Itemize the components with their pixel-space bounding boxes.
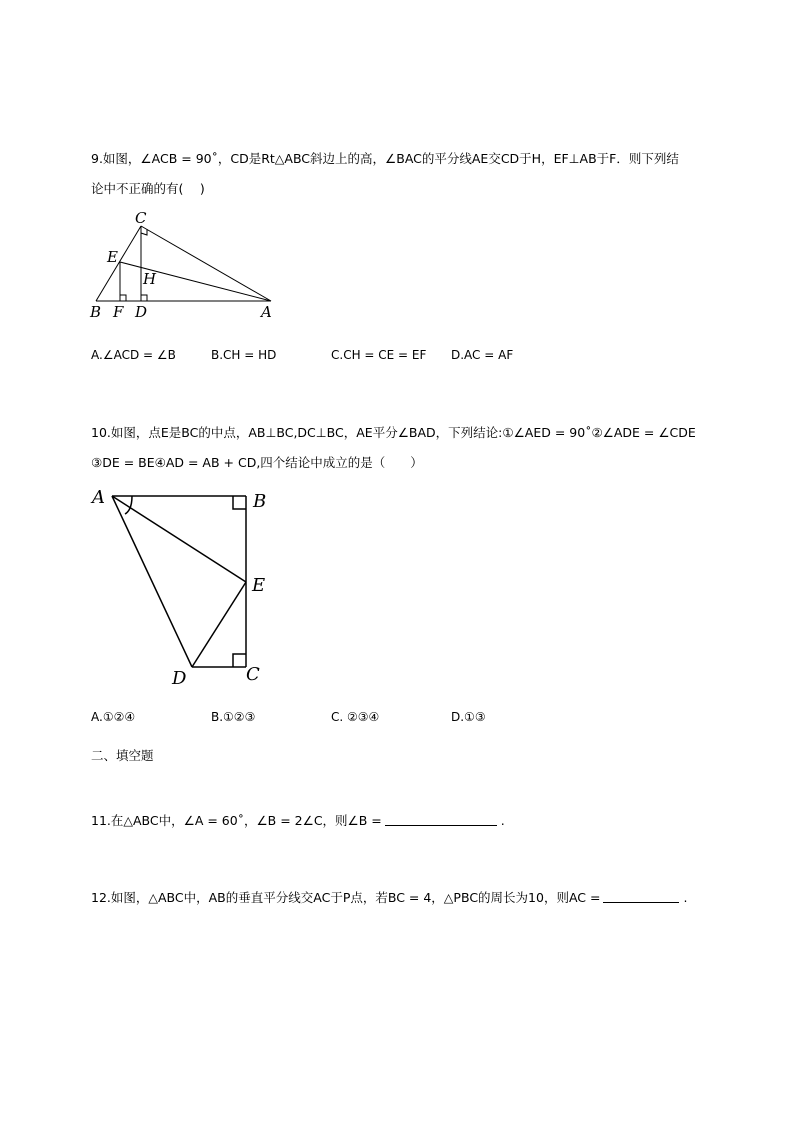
q12-text: 12.如图，△ABC中，AB的垂直平分线交AC于P点，若BC = 4，△PBC的周长为10，则AC = [91,890,601,905]
q10-label-a: A [92,487,105,508]
q9-text-line2: 论中不正确的有( ) [91,181,205,196]
q9-label-e: E [107,248,118,266]
q10-options [0,709,794,725]
q12-answer-blank[interactable] [603,890,679,903]
q9-option-c: C.CH = CE = EF [331,348,427,362]
q9-label-b: B [90,303,102,321]
q9-text-line1: 9.如图，∠ACB = 90˚，CD是Rt△ABC斜边上的高，∠BAC的平分线AE交CD于H，EF⊥AB于F．则下列结 [91,151,679,166]
q11-text: 11.在△ABC中，∠A = 60˚，∠B = 2∠C，则∠B = [91,813,382,828]
q10-option-b: B.①②③ [211,710,256,724]
q9-option-a: A.∠ACD = ∠B [91,348,176,362]
q10-label-d: D [172,668,187,689]
q9-option-b: B.CH = HD [211,348,277,362]
q9-label-h: H [143,270,157,288]
q10-right-angle-b [233,496,246,509]
q9-label-c: C [135,209,147,227]
q10-option-a: A.①②④ [91,710,136,724]
q10-label-e: E [252,575,266,596]
q10-right-angle-c [233,654,246,667]
q11-question [91,813,505,829]
q10-text-line2: ③DE = BE④AD = AB + CD,四个结论中成立的是（ ） [91,455,423,470]
q10-option-c: C. ②③④ [331,710,380,724]
q10-text-line1: 10.如图，点E是BC的中点，AB⊥BC,DC⊥BC，AE平分∠BAD，下列结论:①∠AED = 90˚②∠ADE = ∠CDE [91,425,696,440]
q10-label-c: C [246,664,260,685]
section-title-fill-in: 二、填空题 [91,748,154,763]
q12-end: . [683,890,688,905]
q9-label-a: A [261,303,272,321]
q10-label-b: B [253,491,267,512]
q9-option-d: D.AC = AF [451,348,514,362]
q11-end: . [500,813,505,828]
q11-answer-blank[interactable] [385,813,497,826]
q10-option-d: D.①③ [451,710,486,724]
q12-question [91,890,687,906]
q9-label-f: F [113,303,124,321]
q9-label-d: D [135,303,148,321]
